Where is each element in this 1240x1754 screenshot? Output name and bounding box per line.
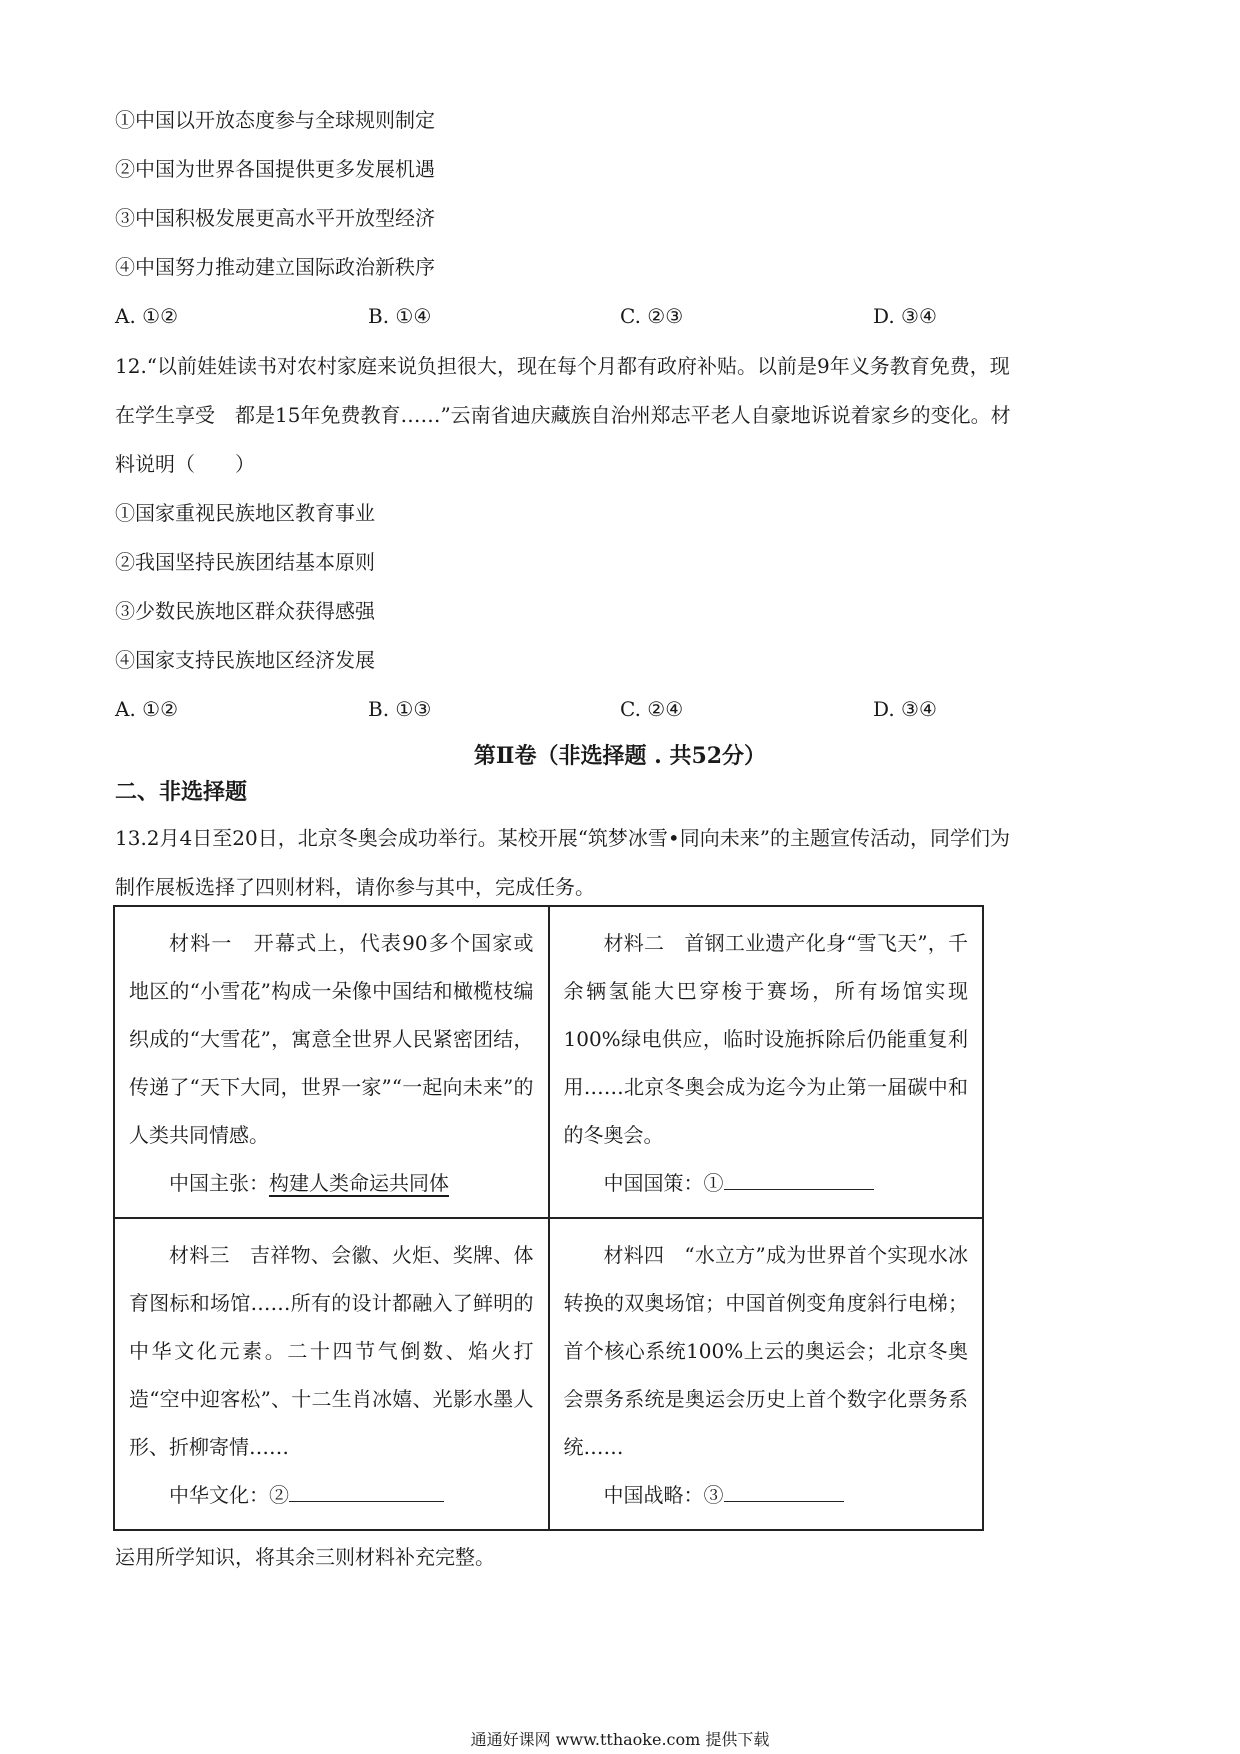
material-2-answer <box>564 1159 969 1207</box>
q12-item-3: ③少数民族地区群众获得感强 <box>115 599 375 623</box>
q11-option-b[interactable]: B. ①④ <box>368 304 432 328</box>
q11-option-d[interactable]: D. ③④ <box>873 304 937 328</box>
q12-option-a[interactable]: A. ①② <box>115 697 179 721</box>
material-2-cell <box>549 906 984 1218</box>
material-1-cell <box>114 906 549 1218</box>
q12-item-4: ④国家支持民族地区经济发展 <box>115 648 375 672</box>
material-1-answer-value: 构建人类命运共同体 <box>269 1171 449 1195</box>
materials-table <box>113 905 984 1531</box>
material-4-answer-label: 中国战略：③ <box>603 1483 724 1507</box>
material-4-cell <box>549 1218 984 1530</box>
q12-item-2: ②我国坚持民族团结基本原则 <box>115 550 375 574</box>
q12-option-d[interactable]: D. ③④ <box>873 697 937 721</box>
answer-blank-1[interactable] <box>724 1167 874 1190</box>
answer-blank-2[interactable] <box>289 1479 444 1502</box>
q13-task: 运用所学知识，将其余三则材料补充完整。 <box>115 1545 495 1569</box>
q13-stem-line-1: 13.2月4日至20日，北京冬奥会成功举行。某校开展“筑梦冰雪•同向未来”的主题宣传活动，同学们为 <box>115 826 1010 850</box>
q12-option-c[interactable]: C. ②④ <box>620 697 684 721</box>
q11-item-4: ④中国努力推动建立国际政治新秩序 <box>115 255 435 279</box>
page-footer: 通通好课网 www.tthaoke.com 提供下载 <box>470 1730 770 1749</box>
answer-blank-3[interactable] <box>724 1479 844 1502</box>
q11-item-1: ①中国以开放态度参与全球规则制定 <box>115 108 435 132</box>
material-4-text: 材料四 “水立方”成为世界首个实现水冰转换的双奥场馆；中国首例变角度斜行电梯；首个核心系统100%上云的奥运会；北京冬奥会票务系统是奥运会历史上首个数字化票务系统…… <box>563 1243 968 1459</box>
material-3-cell <box>114 1218 549 1530</box>
material-2-answer-label: 中国国策：① <box>603 1171 724 1195</box>
q11-option-a[interactable]: A. ①② <box>115 304 179 328</box>
q11-item-3: ③中国积极发展更高水平开放型经济 <box>115 206 435 230</box>
material-3-text: 材料三 吉祥物、会徽、火炬、奖牌、体育图标和场馆……所有的设计都融入了鲜明的中华文化元素。二十四节气倒数、焰火打造“空中迎客松”、十二生肖冰嬉、光影水墨人形、折柳寄情…… <box>129 1243 534 1459</box>
material-3-answer <box>129 1471 534 1519</box>
q13-stem-line-2: 制作展板选择了四则材料，请你参与其中，完成任务。 <box>115 875 595 899</box>
q11-item-2: ②中国为世界各国提供更多发展机遇 <box>115 157 435 181</box>
material-2-text: 材料二 首钢工业遗产化身“雪飞天”，千余辆氢能大巴穿梭于赛场，所有场馆实现100%绿电供应，临时设施拆除后仍能重复利用……北京冬奥会成为迄今为止第一届碳中和的冬奥会。 <box>563 931 968 1147</box>
section-heading: 二、非选择题 <box>115 779 248 805</box>
q12-stem-line-3: 料说明（ ） <box>115 452 255 476</box>
material-1-text: 材料一 开幕式上，代表90多个国家或地区的“小雪花”构成一朵像中国结和橄榄枝编织成的“大雪花”，寓意全世界人民紧密团结，传递了“天下大同，世界一家”“一起向未来”的人类共同情感。 <box>129 931 534 1147</box>
material-1-answer <box>129 1159 534 1207</box>
q12-stem-line-1: 12.“以前娃娃读书对农村家庭来说负担很大，现在每个月都有政府补贴。以前是9年义务教育免费，现 <box>115 354 1010 378</box>
material-1-answer-label: 中国主张： <box>169 1171 269 1195</box>
material-4-answer <box>564 1471 969 1519</box>
q12-item-1: ①国家重视民族地区教育事业 <box>115 501 375 525</box>
material-3-answer-label: 中华文化：② <box>169 1483 289 1507</box>
q12-option-b[interactable]: B. ①③ <box>368 697 432 721</box>
q11-option-c[interactable]: C. ②③ <box>620 304 684 328</box>
q12-stem-line-2: 在学生享受 都是15年免费教育……”云南省迪庆藏族自治州郑志平老人自豪地诉说着家乡的变化。材 <box>115 403 1011 427</box>
part2-title: 第Ⅱ卷（非选择题 . 共52分） <box>473 743 767 769</box>
